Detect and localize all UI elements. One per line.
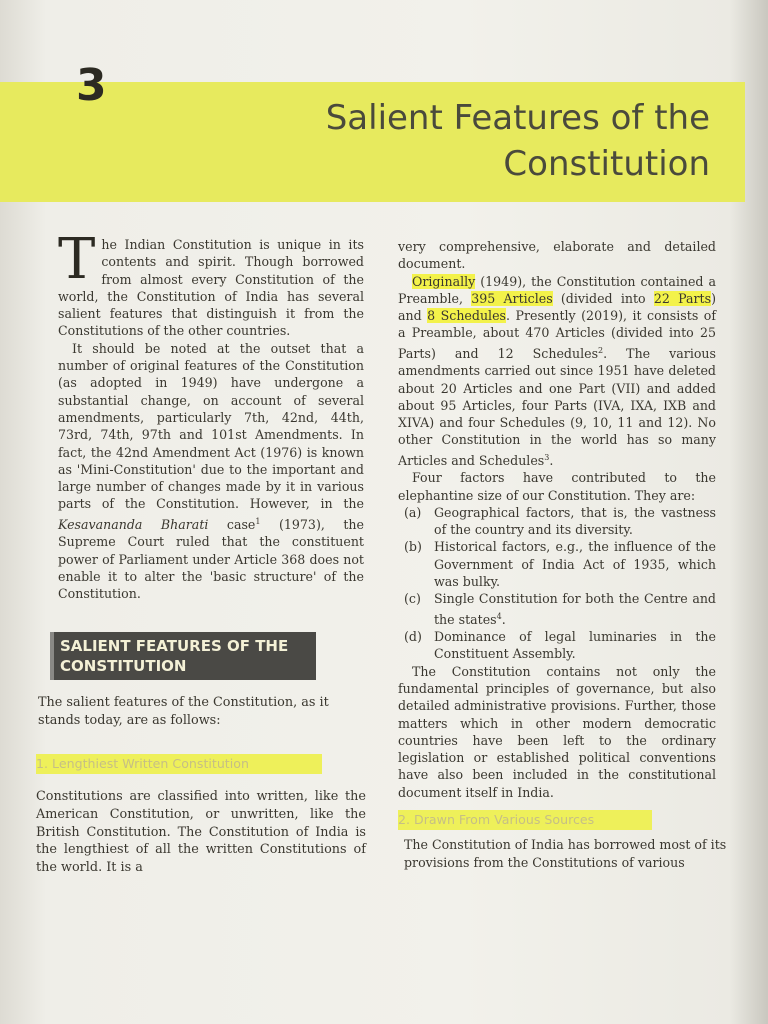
originally-text-c: ) and	[398, 290, 716, 324]
feature2-number: 2.	[398, 812, 411, 827]
highlight-8-schedules: 8 Schedules	[427, 308, 507, 324]
left-column	[58, 227, 364, 602]
feature1-number: 1.	[36, 756, 49, 771]
list-item-label: (c)	[404, 591, 421, 607]
chapter-number: 3	[76, 60, 107, 111]
originally-paragraph	[398, 273, 716, 470]
section-intro: The salient features of the Constitution, as it stands today, are as follows:	[38, 695, 329, 728]
originally-text-e: . The various amendments carried out since 1951 have deleted about 20 Articles and one Part (VII) and added about 95 Articles, four Parts (IVA, IXA, IXB and XIVA) and four Schedules (9, 10, 11 and 12). No other Constitution in the world has so many Articles and Schedules	[398, 345, 716, 468]
intro-paragraph-text: he Indian Constitution is unique in its contents and spirit. Though borrowed from almost every Constitution of the world, the Constitution of India has several salient features that distinguish it from the Constitutions of the other countries.	[58, 237, 364, 339]
feature1-heading	[36, 754, 322, 774]
section-heading-line1: SALIENT FEATURES OF THE	[60, 637, 289, 655]
list-item-label: (a)	[404, 504, 422, 520]
drop-cap: T	[58, 227, 96, 292]
governance-paragraph: The Constitution contains not only the fundamental principles of governance, but also detailed administrative provisions. Further, those matters which in other modern democratic countries have been left to the ordinary legislation or established political conventions have also been included in the constitutional document itself in India.	[398, 663, 716, 800]
list-item-text: Geographical factors, that is, the vastness of the country and its diversity.	[434, 504, 716, 538]
highlight-originally: Originally	[412, 273, 476, 289]
list-item	[398, 628, 716, 663]
amendments-text-b: (1973), the Supreme Court ruled that the constituent power of Parliament under Article 368 does not enable it to alter the 'basic structure' of the Constitution.	[58, 516, 364, 602]
originally-text-f: .	[549, 452, 554, 468]
amendments-text-a: It should be noted at the outset that a number of original features of the Constitution (as adopted in 1949) have undergone a substantial change, on account of several amendments, particularly 7th, 42nd, 44th, 73rd, 74th, 97th and 101st Amendments. In fact, the 42nd Amendment Act (1976) is known as 'Mini-Constitution' due to the important and large number of changes made by it in various parts of the Constitution. However, in the	[58, 340, 364, 512]
footnote-ref-1: 1	[255, 516, 261, 526]
footnote-ref-4: 4	[496, 611, 502, 621]
list-item-text: Historical factors, e.g., the influence of the Government of India Act of 1935, which was bulky.	[434, 539, 716, 590]
originally-text-d: . Presently (2019), it consists of a Preamble, about 470 Articles (divided into 25 Parts) and 12 Schedules	[398, 308, 716, 361]
factors-intro: Four factors have contributed to the elephantine size of our Constitution. They are:	[398, 470, 716, 503]
originally-text-a: (1949), the Constitution contained a Preamble,	[398, 273, 716, 306]
list-item-label: (d)	[404, 629, 422, 645]
list-item-label: (b)	[404, 539, 422, 555]
amendments-paragraph	[58, 340, 364, 603]
section-heading	[60, 636, 310, 676]
list-item	[398, 590, 716, 628]
feature2-paragraph: The Constitution of India has borrowed most of its provisions from the Constitutions of various	[404, 837, 727, 870]
comprehensive-line: very comprehensive, elaborate and detailed document.	[398, 239, 716, 272]
feature1-title: Lengthiest Written Constitution	[52, 756, 249, 771]
feature1-paragraph: Constitutions are classified into written, like the American Constitution, or unwritten, like the British Constitution. The Constitution of India is the lengthiest of all the written Constitutions of the world. It is a	[36, 789, 366, 876]
chapter-title-line1: Salient Features of the	[325, 98, 710, 138]
footnote-ref-2: 2	[598, 345, 604, 355]
list-item	[398, 538, 716, 590]
chapter-title	[240, 95, 710, 187]
feature2-title: Drawn From Various Sources	[414, 812, 595, 827]
case-word: case	[226, 516, 256, 532]
section-heading-line2: CONSTITUTION	[60, 657, 187, 675]
highlight-395-articles: 395 Articles	[471, 290, 553, 306]
footnote-ref-3: 3	[544, 452, 550, 462]
list-item-end: .	[501, 611, 506, 627]
case-name: Kesavananda Bharati	[58, 516, 209, 532]
list-item-text: Single Constitution for both the Centre and the states	[434, 591, 716, 627]
factors-list	[398, 504, 716, 663]
feature2-heading	[398, 810, 652, 830]
highlight-22-parts: 22 Parts	[653, 290, 712, 306]
chapter-title-line2: Constitution	[503, 144, 710, 184]
intro-paragraph	[58, 227, 364, 340]
list-item-text: Dominance of legal luminaries in the Constituent Assembly.	[434, 629, 716, 662]
right-column	[398, 238, 716, 801]
list-item	[398, 504, 716, 539]
originally-text-b: (divided into	[552, 290, 654, 306]
